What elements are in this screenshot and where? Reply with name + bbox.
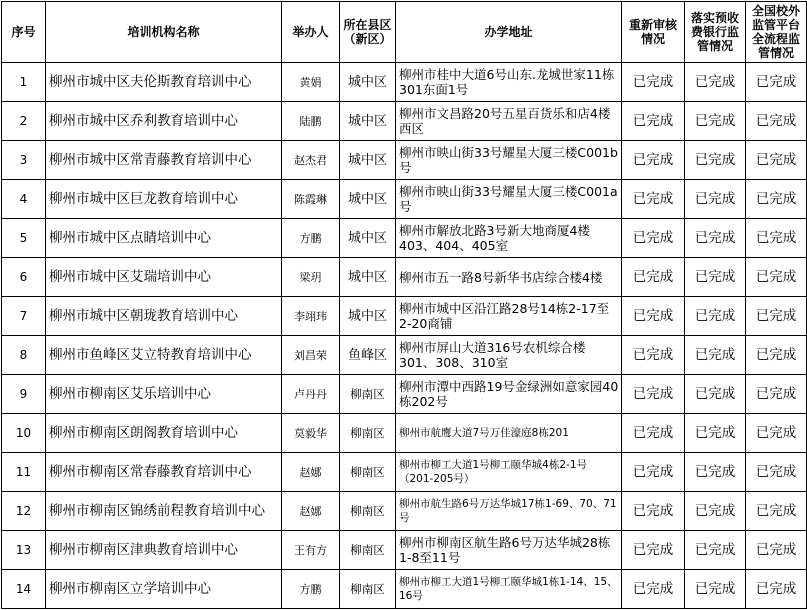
cell-county: 城中区	[340, 102, 396, 141]
table-row	[2, 219, 807, 258]
table-row	[2, 336, 807, 375]
cell-platform: 已完成	[746, 219, 807, 258]
table-body	[2, 63, 807, 609]
cell-platform: 已完成	[746, 258, 807, 297]
cell-organizer: 方鹏	[282, 570, 340, 609]
cell-name: 柳州市柳南区津典教育培训中心	[46, 531, 282, 570]
cell-county: 鱼峰区	[340, 336, 396, 375]
cell-platform: 已完成	[746, 453, 807, 492]
cell-prepaid: 已完成	[685, 141, 746, 180]
cell-organizer: 莫毅华	[282, 414, 340, 453]
cell-organizer: 赵杰君	[282, 141, 340, 180]
cell-name: 柳州市柳南区锦绣前程教育培训中心	[46, 492, 282, 531]
cell-review: 已完成	[622, 219, 685, 258]
cell-county: 城中区	[340, 219, 396, 258]
header-organizer: 举办人	[282, 2, 340, 63]
cell-index: 10	[2, 414, 46, 453]
cell-review: 已完成	[622, 336, 685, 375]
cell-prepaid: 已完成	[685, 492, 746, 531]
cell-index: 12	[2, 492, 46, 531]
table-row	[2, 180, 807, 219]
cell-name: 柳州市城中区夫伦斯教育培训中心	[46, 63, 282, 102]
header-review: 重新审核情况	[622, 2, 685, 63]
table-header	[2, 2, 807, 63]
cell-organizer: 王有方	[282, 531, 340, 570]
header-row	[2, 2, 807, 63]
cell-name: 柳州市城中区艾瑞培训中心	[46, 258, 282, 297]
cell-review: 已完成	[622, 180, 685, 219]
cell-county: 柳南区	[340, 375, 396, 414]
cell-prepaid: 已完成	[685, 531, 746, 570]
cell-organizer: 黄娟	[282, 63, 340, 102]
cell-address: 柳州市柳工大道1号柳工颐华城1栋1-14、15、16号	[396, 570, 622, 609]
table-row	[2, 258, 807, 297]
cell-address: 柳州市屏山大道316号农机综合楼301、308、310室	[396, 336, 622, 375]
cell-address: 柳州市映山街33号耀星大厦三楼C001b号	[396, 141, 622, 180]
cell-review: 已完成	[622, 63, 685, 102]
cell-prepaid: 已完成	[685, 102, 746, 141]
cell-address: 柳州市航鹰大道7号万佳濠庭8栋201	[396, 414, 622, 453]
cell-platform: 已完成	[746, 180, 807, 219]
cell-address: 柳州市映山街33号耀星大厦三楼C001a号	[396, 180, 622, 219]
cell-county: 城中区	[340, 141, 396, 180]
cell-address: 柳州市柳工大道1号柳工颐华城4栋2-1号（201-205号）	[396, 453, 622, 492]
cell-review: 已完成	[622, 492, 685, 531]
cell-name: 柳州市城中区乔利教育培训中心	[46, 102, 282, 141]
cell-index: 11	[2, 453, 46, 492]
cell-platform: 已完成	[746, 375, 807, 414]
cell-organizer: 陈霞琳	[282, 180, 340, 219]
header-address: 办学地址	[396, 2, 622, 63]
table-row	[2, 453, 807, 492]
cell-organizer: 梁玥	[282, 258, 340, 297]
cell-review: 已完成	[622, 258, 685, 297]
cell-review: 已完成	[622, 414, 685, 453]
cell-platform: 已完成	[746, 141, 807, 180]
cell-organizer: 赵娜	[282, 453, 340, 492]
cell-name: 柳州市柳南区常春藤教育培训中心	[46, 453, 282, 492]
header-index: 序号	[2, 2, 46, 63]
table-row	[2, 63, 807, 102]
header-prepaid: 落实预收费银行监管情况	[685, 2, 746, 63]
cell-index: 13	[2, 531, 46, 570]
cell-name: 柳州市柳南区艾乐培训中心	[46, 375, 282, 414]
header-name: 培训机构名称	[46, 2, 282, 63]
cell-county: 柳南区	[340, 414, 396, 453]
cell-platform: 已完成	[746, 414, 807, 453]
cell-prepaid: 已完成	[685, 63, 746, 102]
cell-address: 柳州市柳南区航生路6号万达华城28栋1-8至11号	[396, 531, 622, 570]
cell-address: 柳州市桂中大道6号山东.龙城世家11栋301东面1号	[396, 63, 622, 102]
cell-index: 3	[2, 141, 46, 180]
cell-name: 柳州市鱼峰区艾立特教育培训中心	[46, 336, 282, 375]
cell-organizer: 陆鹏	[282, 102, 340, 141]
table-row	[2, 570, 807, 609]
cell-address: 柳州市五一路8号新华书店综合楼4楼	[396, 258, 622, 297]
table-row	[2, 492, 807, 531]
cell-index: 8	[2, 336, 46, 375]
cell-index: 14	[2, 570, 46, 609]
cell-organizer: 李翊玮	[282, 297, 340, 336]
cell-county: 柳南区	[340, 570, 396, 609]
cell-prepaid: 已完成	[685, 219, 746, 258]
cell-prepaid: 已完成	[685, 570, 746, 609]
cell-address: 柳州市城中区沿江路28号14栋2-17至2-20商铺	[396, 297, 622, 336]
cell-index: 9	[2, 375, 46, 414]
table-row	[2, 102, 807, 141]
table-row	[2, 297, 807, 336]
cell-index: 6	[2, 258, 46, 297]
cell-platform: 已完成	[746, 570, 807, 609]
cell-platform: 已完成	[746, 492, 807, 531]
cell-prepaid: 已完成	[685, 453, 746, 492]
cell-prepaid: 已完成	[685, 180, 746, 219]
cell-review: 已完成	[622, 375, 685, 414]
cell-name: 柳州市城中区巨龙教育培训中心	[46, 180, 282, 219]
cell-platform: 已完成	[746, 297, 807, 336]
cell-index: 7	[2, 297, 46, 336]
cell-organizer: 卢丹丹	[282, 375, 340, 414]
header-county: 所在县区（新区）	[340, 2, 396, 63]
cell-index: 5	[2, 219, 46, 258]
cell-county: 城中区	[340, 258, 396, 297]
cell-platform: 已完成	[746, 531, 807, 570]
table-row	[2, 531, 807, 570]
table-row	[2, 375, 807, 414]
cell-address: 柳州市文昌路20号五星百货乐和店4楼西区	[396, 102, 622, 141]
cell-name: 柳州市柳南区立学培训中心	[46, 570, 282, 609]
cell-prepaid: 已完成	[685, 258, 746, 297]
cell-review: 已完成	[622, 102, 685, 141]
table-row	[2, 414, 807, 453]
cell-name: 柳州市城中区朝珑教育培训中心	[46, 297, 282, 336]
cell-prepaid: 已完成	[685, 336, 746, 375]
table-row	[2, 141, 807, 180]
cell-organizer: 赵娜	[282, 492, 340, 531]
cell-index: 4	[2, 180, 46, 219]
cell-index: 2	[2, 102, 46, 141]
cell-prepaid: 已完成	[685, 297, 746, 336]
cell-platform: 已完成	[746, 102, 807, 141]
cell-county: 城中区	[340, 180, 396, 219]
cell-county: 城中区	[340, 63, 396, 102]
cell-organizer: 刘昌荣	[282, 336, 340, 375]
cell-county: 城中区	[340, 297, 396, 336]
cell-name: 柳州市柳南区朗阁教育培训中心	[46, 414, 282, 453]
cell-platform: 已完成	[746, 63, 807, 102]
cell-review: 已完成	[622, 570, 685, 609]
cell-review: 已完成	[622, 141, 685, 180]
cell-county: 柳南区	[340, 531, 396, 570]
cell-name: 柳州市城中区常青藤教育培训中心	[46, 141, 282, 180]
cell-review: 已完成	[622, 453, 685, 492]
cell-address: 柳州市解放北路3号新大地商厦4楼403、404、405室	[396, 219, 622, 258]
cell-county: 柳南区	[340, 492, 396, 531]
header-platform: 全国校外监管平台全流程监管情况	[746, 2, 807, 63]
cell-platform: 已完成	[746, 336, 807, 375]
cell-review: 已完成	[622, 531, 685, 570]
cell-name: 柳州市城中区点睛培训中心	[46, 219, 282, 258]
cell-index: 1	[2, 63, 46, 102]
cell-prepaid: 已完成	[685, 414, 746, 453]
cell-address: 柳州市潭中西路19号金绿洲如意家园40栋202号	[396, 375, 622, 414]
training-institutions-table	[1, 1, 807, 609]
cell-address: 柳州市航生路6号万达华城17栋1-69、70、71号	[396, 492, 622, 531]
cell-county: 柳南区	[340, 453, 396, 492]
cell-review: 已完成	[622, 297, 685, 336]
cell-organizer: 方鹏	[282, 219, 340, 258]
cell-prepaid: 已完成	[685, 375, 746, 414]
